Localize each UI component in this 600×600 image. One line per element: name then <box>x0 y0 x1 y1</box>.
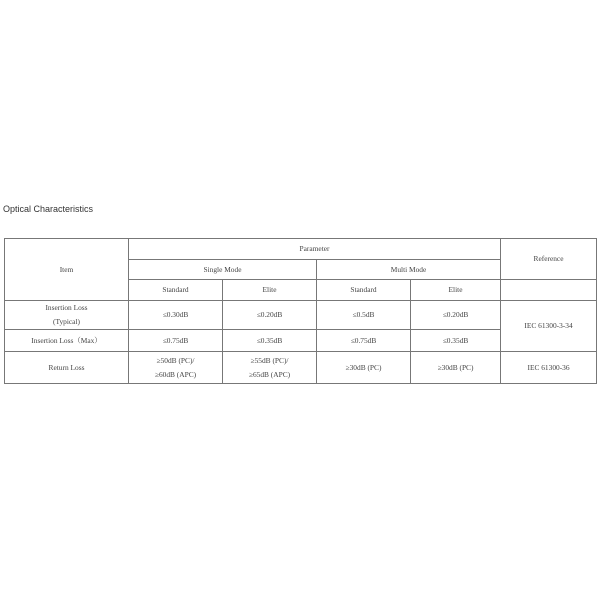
header-sm-elite: Elite <box>223 280 317 301</box>
row-item-line: (Typical) <box>53 317 80 326</box>
section-title: Optical Characteristics <box>3 204 94 214</box>
row-item-line: Insertion Loss <box>45 303 88 312</box>
cell-mm-standard: ≥30dB (PC) <box>317 352 411 384</box>
cell-sm-standard: ≤0.75dB <box>129 330 223 352</box>
cell-sm-elite: ≤0.35dB <box>223 330 317 352</box>
cell-line: ≥55dB (PC)/ <box>250 355 289 365</box>
cell-reference: IEC 61300-36 <box>501 352 597 384</box>
cell-mm-elite: ≤0.35dB <box>411 330 501 352</box>
cell-line: ≥60dB (APC) <box>154 369 197 379</box>
row-item <box>5 301 129 330</box>
header-reference: Reference <box>501 239 597 280</box>
cell-mm-elite: ≥30dB (PC) <box>411 352 501 384</box>
cell-mm-elite: ≤0.20dB <box>411 301 501 330</box>
row-item: Insertion Loss（Max） <box>5 330 129 352</box>
header-item: Item <box>5 239 129 301</box>
header-mm-elite: Elite <box>411 280 501 301</box>
cell-sm-standard <box>129 352 223 384</box>
header-sm-standard: Standard <box>129 280 223 301</box>
cell-sm-elite: ≤0.20dB <box>223 301 317 330</box>
table-row <box>5 301 597 330</box>
cell-reference: IEC 61300-3-34 <box>501 301 597 352</box>
header-multi-mode: Multi Mode <box>317 260 501 280</box>
header-row-parameter <box>5 239 597 260</box>
cell-line: ≥65dB (APC) <box>248 369 291 379</box>
cell-line: ≥50dB (PC)/ <box>156 355 195 365</box>
cell-sm-standard: ≤0.30dB <box>129 301 223 330</box>
header-single-mode: Single Mode <box>129 260 317 280</box>
optical-characteristics-table <box>4 238 597 384</box>
cell-sm-elite <box>223 352 317 384</box>
table-row <box>5 352 597 384</box>
header-mm-standard: Standard <box>317 280 411 301</box>
row-item: Return Loss <box>5 352 129 384</box>
cell-mm-standard: ≤0.75dB <box>317 330 411 352</box>
cell-mm-standard: ≤0.5dB <box>317 301 411 330</box>
header-parameter: Parameter <box>129 239 501 260</box>
header-reference-blank <box>501 280 597 301</box>
